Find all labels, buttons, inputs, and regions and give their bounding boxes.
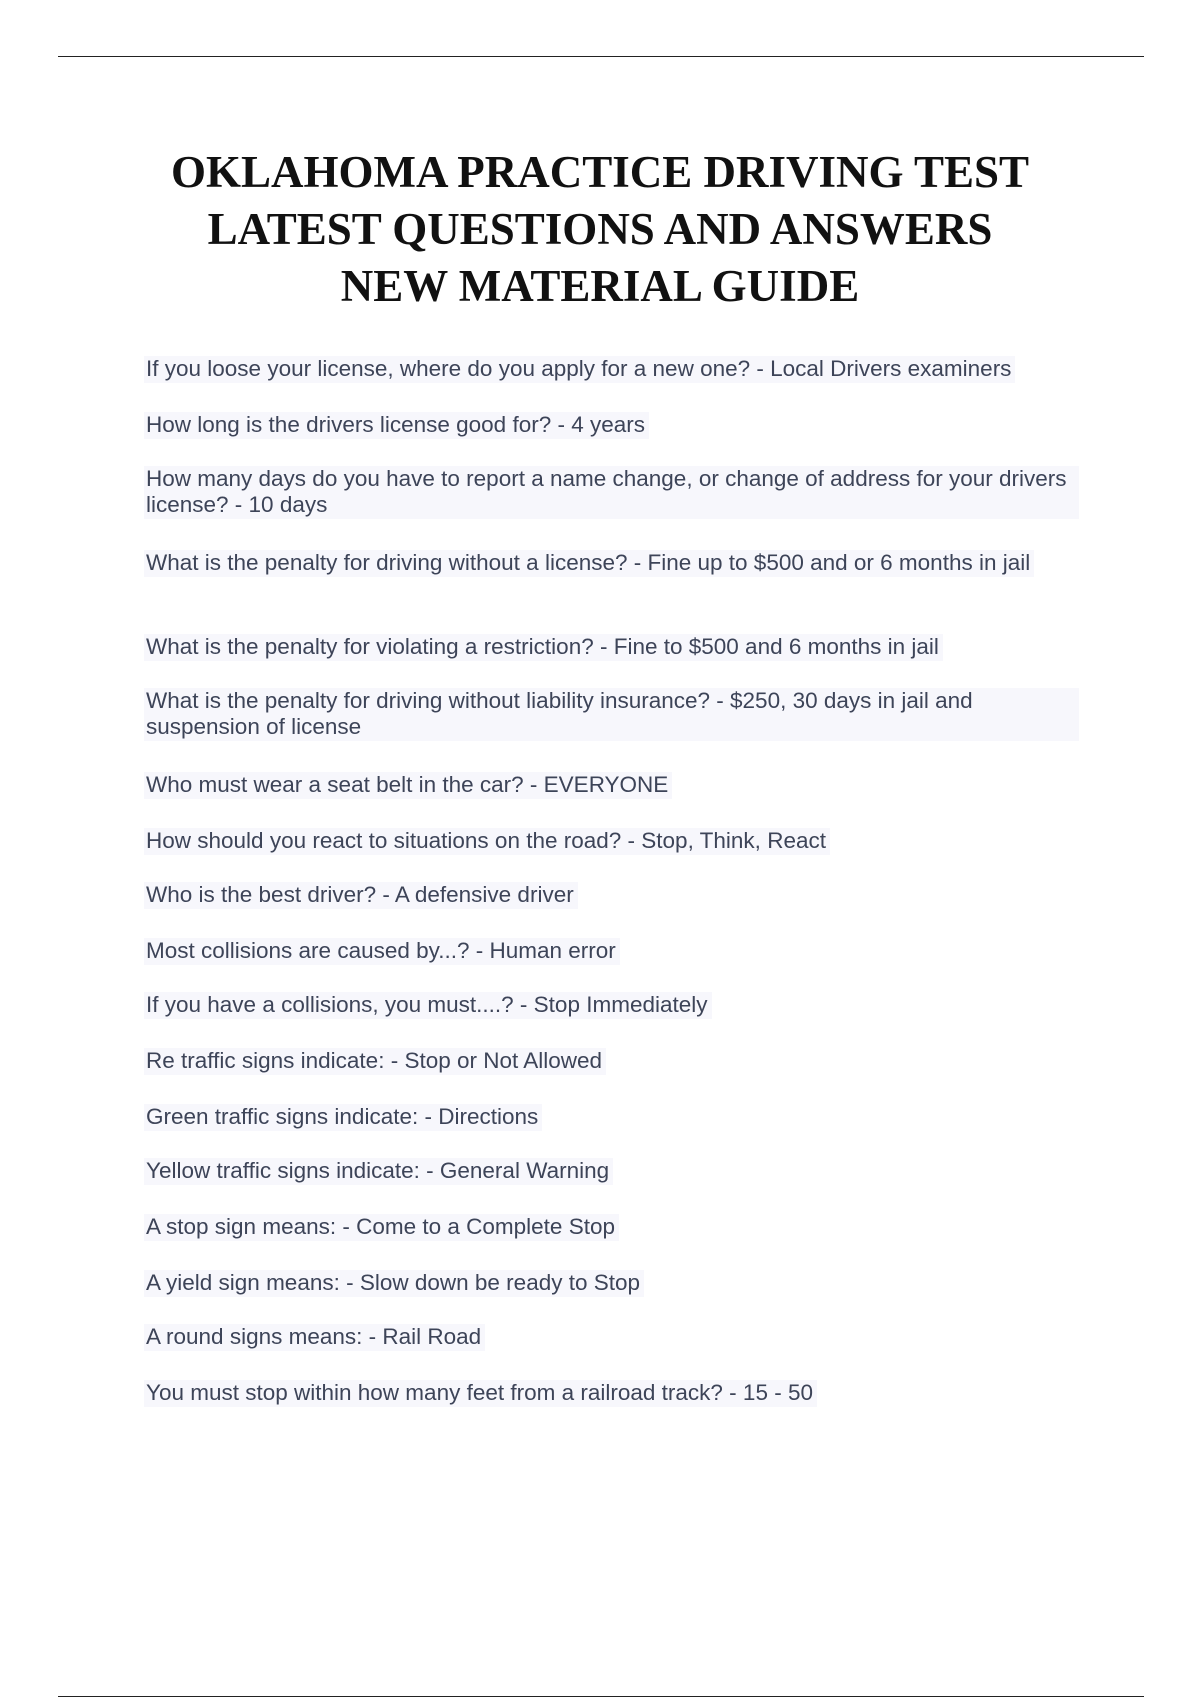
qa-item: If you loose your license, where do you apply for a new one? - Local Drivers examiners bbox=[144, 356, 1015, 383]
title-line-1: OKLAHOMA PRACTICE DRIVING TEST bbox=[170, 147, 1030, 197]
qa-item: Who is the best driver? - A defensive driver bbox=[144, 882, 578, 909]
qa-item: Who must wear a seat belt in the car? - EVERYONE bbox=[144, 772, 672, 799]
qa-item: If you have a collisions, you must....? - Stop Immediately bbox=[144, 992, 712, 1019]
qa-item: Re traffic signs indicate: - Stop or Not Allowed bbox=[144, 1048, 606, 1075]
bottom-divider bbox=[58, 1696, 1144, 1697]
top-divider bbox=[58, 56, 1144, 57]
title-line-2: LATEST QUESTIONS AND ANSWERS bbox=[207, 204, 993, 254]
qa-item: How many days do you have to report a name change, or change of address for your drivers license? - 10 days bbox=[144, 466, 1079, 519]
qa-item: A stop sign means: - Come to a Complete Stop bbox=[144, 1214, 619, 1241]
qa-item: How should you react to situations on the road? - Stop, Think, React bbox=[144, 828, 830, 855]
document-title bbox=[100, 144, 1100, 315]
qa-item: How long is the drivers license good for? - 4 years bbox=[144, 412, 649, 439]
qa-item: What is the penalty for driving without a license? - Fine up to $500 and or 6 months in jail bbox=[144, 550, 1034, 577]
qa-item: Green traffic signs indicate: - Directions bbox=[144, 1104, 542, 1131]
qa-item: Yellow traffic signs indicate: - General Warning bbox=[144, 1158, 613, 1185]
qa-item: You must stop within how many feet from a railroad track? - 15 - 50 bbox=[144, 1380, 817, 1407]
qa-item: What is the penalty for driving without liability insurance? - $250, 30 days in jail and suspension of license bbox=[144, 688, 1079, 741]
qa-item: A round signs means: - Rail Road bbox=[144, 1324, 485, 1351]
qa-item: Most collisions are caused by...? - Human error bbox=[144, 938, 620, 965]
qa-item: What is the penalty for violating a restriction? - Fine to $500 and 6 months in jail bbox=[144, 634, 943, 661]
title-line-3: NEW MATERIAL GUIDE bbox=[340, 261, 860, 311]
qa-item: A yield sign means: - Slow down be ready to Stop bbox=[144, 1270, 644, 1297]
